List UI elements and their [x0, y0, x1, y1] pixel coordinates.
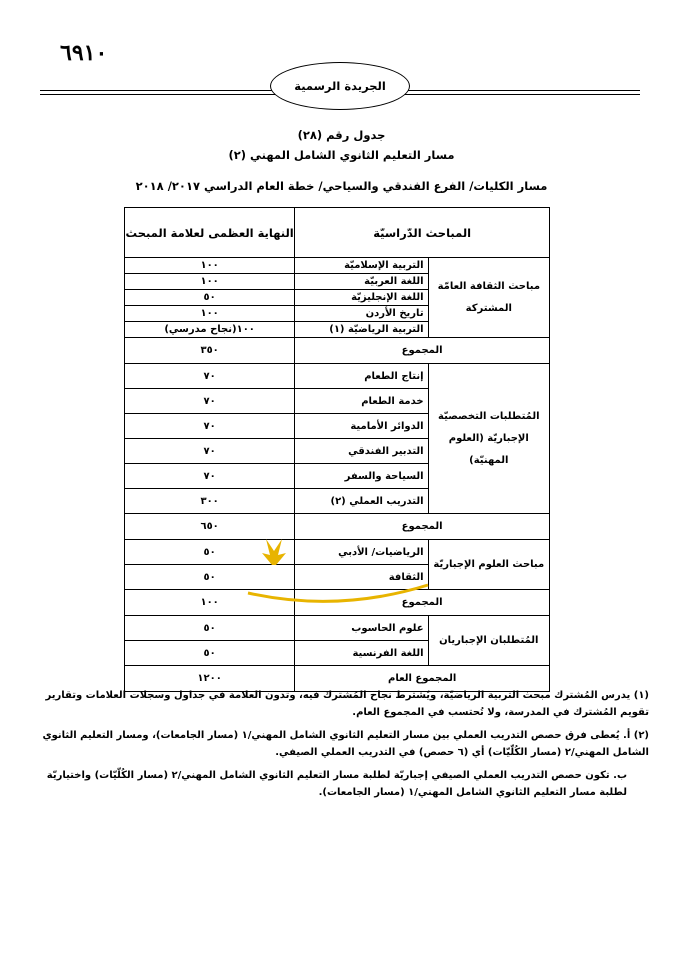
footnote-2a: (٢) أ. يُعطى فرق حصص التدريب العملي بين مسار التعليم الثانوي الشامل المهني/١ (مسار الجامعات)، ومسار التعليم الثانوي الشامل المهني/٢ (مسار الكُلّيّات) أي (٦ حصص) في التدريب العملي الصيفي.	[42, 730, 649, 758]
subject-cell: الدوائر الأمامية	[295, 414, 428, 439]
total-row	[125, 338, 550, 364]
table-number: جدول رقم (٢٨)	[297, 128, 386, 142]
table-header-row	[125, 208, 550, 258]
footnote-2b: ب. تكون حصص التدريب العملي الصيفي إجباريّة لطلبة مسار التعليم الثانوي الشامل المهني/٢ (مسار الكُلّيّات) واختياريّة لطلبة مسار التعليم الثانوي الشامل المهني/١ (مسار الجامعات).	[46, 770, 627, 798]
value-cell: ١٠٠	[125, 306, 295, 322]
subject-cell: التدبير الفندقي	[295, 439, 428, 464]
subject-cell: خدمة الطعام	[295, 389, 428, 414]
track-subtitle: مسار التعليم الثانوي الشامل المهني (٢)	[228, 148, 455, 162]
subject-cell: اللغة العربيّة	[295, 274, 428, 290]
table-row	[125, 364, 550, 389]
grand-total-label: المجموع العام	[295, 666, 550, 692]
group-name: مباحث العلوم الإجباريّة	[428, 540, 549, 590]
value-cell: ٥٠	[125, 641, 295, 666]
subjects-header: المباحث الدّراسيّة	[295, 208, 550, 258]
table-row	[125, 258, 550, 274]
subject-cell: الثقافة	[295, 565, 428, 590]
total-value: ٦٥٠	[125, 514, 295, 540]
subject-cell: اللغة الفرنسية	[295, 641, 428, 666]
grand-total-value: ١٢٠٠	[125, 666, 295, 692]
page-number: ٦٩١٠	[60, 40, 108, 66]
total-label: المجموع	[295, 338, 550, 364]
table-row	[125, 616, 550, 641]
value-cell: ١٠٠	[125, 258, 295, 274]
footnote-1: (١) يدرس المُشترك مبحث التربية الرياضيّة، ويُشترط نجاح المُشترك فيه، وتدون العلامة في جداول وسجلات العلامات وتقارير تقويم المُشترك في المدرسة، ولا تُحتسب في المجموع العام.	[45, 690, 649, 718]
total-value: ٣٥٠	[125, 338, 295, 364]
value-cell: ٥٠	[125, 616, 295, 641]
total-row	[125, 590, 550, 616]
value-cell: ٥٠	[125, 540, 295, 565]
value-cell: ٧٠	[125, 389, 295, 414]
max-mark-header: النهاية العظمى لعلامة المبحث	[125, 208, 295, 258]
group-name: المُتطلبان الإجباريان	[428, 616, 549, 666]
value-cell: ٧٠	[125, 464, 295, 489]
table-row	[125, 540, 550, 565]
value-cell: ٥٠	[125, 565, 295, 590]
gazette-header: الجريدة الرسمية	[270, 62, 410, 110]
subject-cell: التربية الرياضيّة (١)	[295, 322, 428, 338]
total-row	[125, 514, 550, 540]
subject-cell: تاريخ الأردن	[295, 306, 428, 322]
subject-cell: التدريب العملي (٢)	[295, 489, 428, 514]
subject-cell: السياحة والسفر	[295, 464, 428, 489]
value-cell: ١٠٠	[125, 274, 295, 290]
subject-cell: إنتاج الطعام	[295, 364, 428, 389]
value-cell: ٥٠	[125, 290, 295, 306]
footnotes	[40, 687, 649, 807]
group-name: مباحث الثقافة العامّة المشتركة	[428, 258, 549, 338]
value-cell: ٧٠	[125, 439, 295, 464]
curriculum-table	[124, 207, 550, 692]
subject-cell: الرياضيات/ الأدبي	[295, 540, 428, 565]
value-cell: ٧٠	[125, 414, 295, 439]
total-label: المجموع	[295, 514, 550, 540]
plan-title: مسار الكليات/ الفرع الفندقي والسياحي/ خطة العام الدراسي ٢٠١٧/ ٢٠١٨	[135, 179, 548, 193]
value-cell: ١٠٠(نجاح مدرسي)	[125, 322, 295, 338]
subject-cell: علوم الحاسوب	[295, 616, 428, 641]
value-cell: ٧٠	[125, 364, 295, 389]
value-cell: ٣٠٠	[125, 489, 295, 514]
subject-cell: التربية الإسلاميّة	[295, 258, 428, 274]
total-value: ١٠٠	[125, 590, 295, 616]
group-name: المُتطلبات التخصصيّة الإجباريّة (العلوم المهنيّة)	[428, 364, 549, 514]
subject-cell: اللغة الإنجليزيّة	[295, 290, 428, 306]
total-label: المجموع	[295, 590, 550, 616]
